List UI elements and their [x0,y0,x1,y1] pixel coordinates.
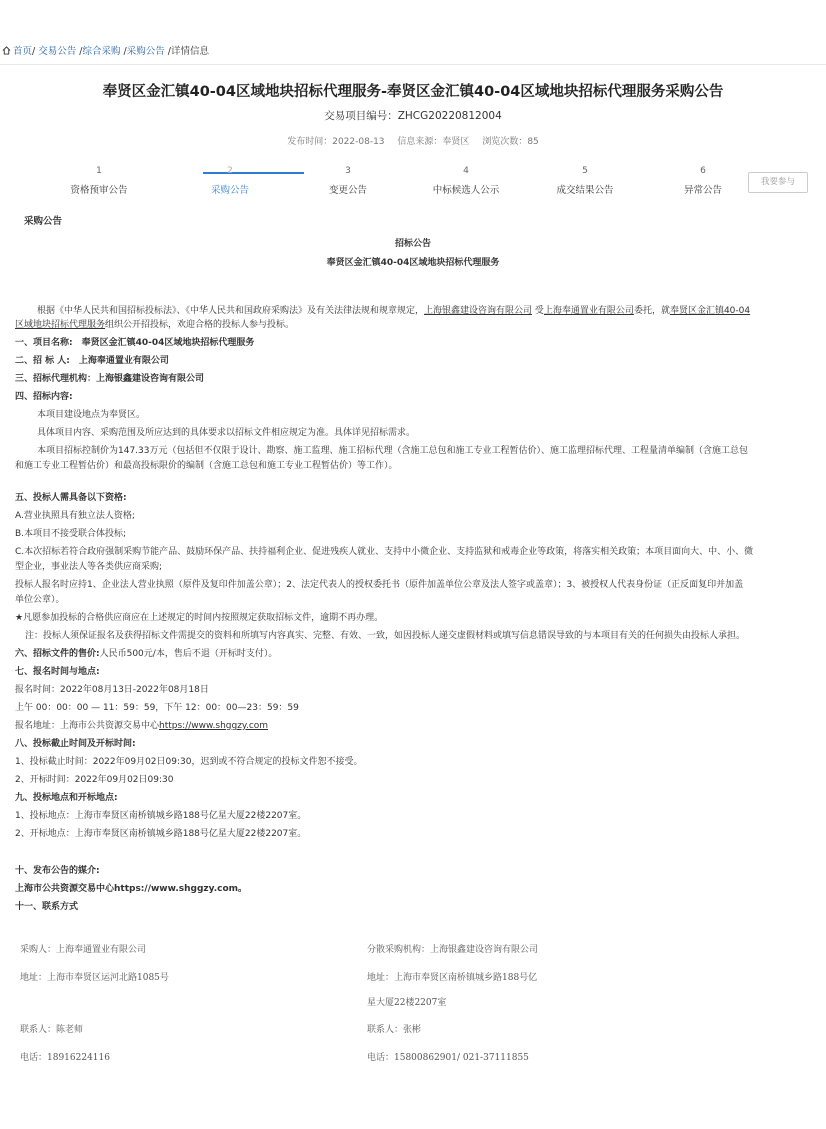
qualification-c: C.本次招标若符合政府强制采购节能产品、鼓励环保产品、扶持福利企业、促进残疾人就业、支持中小微企业、支持监狱和戒毒企业等政策，将落实相关政策；本项目面向大、中、小、微 [15,547,754,557]
registration-hours: 上午 00：00：00 — 11：59：59，下午 12：00：00—23：59：59 [15,703,299,713]
section-7: 七、报名时间与地点: [15,667,100,677]
step-label: 变更公告 [328,185,367,196]
agency-contact: 联系人：张彬 [367,1025,422,1035]
step-nav [40,164,750,204]
registration-link[interactable]: https://www.shggzy.com [159,721,269,731]
bid-opening-time: 2、开标时间：2022年09月02日09:30 [15,775,174,785]
step-number: 3 [345,166,351,176]
intro-text: 根据《中华人民共和国招标投标法》、《中华人民共和国政府采购法》及有关法律法规和规章规定， [37,306,425,316]
qualification-note: ★凡愿参加投标的合格供应商应在上述规定的时间内按照规定获取招标文件，逾期不再办理。 [15,613,384,623]
purchaser-name: 采购人：上海奉通置业有限公司 [20,945,147,955]
bid-deadline: 1、投标截止时间：2022年09月02日09:30，迟到或不符合规定的投标文件恕不接受。 [15,757,363,767]
notice-heading: 招标公告 [394,239,431,249]
registration-address-label: 报名地址：上海市公共资源交易中心 [15,721,160,731]
step-prequalification[interactable] [40,164,158,196]
section-8: 八、投标截止时间及开标时间: [15,739,136,749]
breadcrumb-item-notice[interactable]: 采购公告 [126,46,165,57]
step-candidate-notice[interactable] [407,164,525,196]
intro-agent: 上海银鑫建设咨询有限公司 [424,306,533,316]
step-label: 中标候选人公示 [432,185,500,196]
section-4-item: 本项目建设地点为奉贤区。 [37,410,146,420]
publish-time: 发布时间：2022-08-13 [287,137,385,147]
meta-info [0,134,826,147]
publish-media: 上海市公共资源交易中心https://www.shggzy.com。 [15,884,248,894]
section-11: 十一、联系方式 [15,902,79,912]
step-number: 2 [227,166,233,176]
qualification-b: B.本项目不接受联合体投标; [15,529,127,539]
section-4: 四、招标内容: [15,392,73,402]
breadcrumb-item-procurement[interactable]: 综合采购 [82,46,121,57]
intro-line-2 [15,317,815,334]
breadcrumb-current: 详情信息 [171,46,210,57]
intro-text: 组织公开招投标，欢迎合格的投标人参与投标。 [105,320,295,330]
agency-name: 分散采购机构：上海银鑫建设咨询有限公司 [367,945,539,955]
section-3: 三、招标代理机构：上海银鑫建设咨询有限公司 [15,374,205,384]
step-procurement-notice[interactable] [171,164,289,196]
intro-project: 区域地块招标代理服务 [15,320,106,330]
section-4-item: 具体项目内容、采购范围及所应达到的具体要求以招标文件相应规定为准。具体详见招标需求。 [37,428,416,438]
qualification-docs: 投标人报名时应持1、企业法人营业执照（原件及复印件加盖公章）；2、法定代表人的授权委托书（原件加盖单位公章及法人签字或盖章）；3、被授权人代表身份证（正反面复印并加盖 [15,580,744,590]
qualification-docs: 单位公章）。 [15,595,65,605]
section-10: 十、发布公告的媒介: [15,866,100,876]
bid-location: 1、投标地点：上海市奉贤区南桥镇城乡路188号亿星大厦22楼2207室。 [15,811,307,821]
section-4-item: 本项目招标控制价为147.33万元（包括但不仅限于设计、勘察、施工监理、施工招标代理（含施工总包和施工专业工程暂估价）、施工监理招标代理、工程量清单编制（含施工总包 [37,446,748,456]
home-icon[interactable] [2,46,11,55]
intro-text: 委托，就 [633,306,670,316]
section-5: 五、投标人需具备以下资格: [15,493,127,503]
intro-client: 上海奉通置业有限公司 [543,306,634,316]
divider [0,64,826,65]
qualification-a: A.营业执照具有独立法人资格; [15,511,135,521]
section-6-label: 六、招标文件的售价: [15,649,100,659]
agency-phone: 电话：15800862901/ 021-37111855 [367,1053,529,1063]
intro-text: 受 [534,306,544,316]
purchaser-phone: 电话：18916224116 [20,1053,110,1063]
purchaser-contact: 联系人：陈老师 [20,1025,84,1035]
agency-address: 地址：上海市奉贤区南桥镇城乡路188号亿 [367,973,538,983]
step-number: 1 [96,166,102,176]
section-label: 采购公告 [24,216,63,227]
opening-location: 2、开标地点：上海市奉贤区南桥镇城乡路188号亿星大厦22楼2207室。 [15,829,307,839]
step-result-notice[interactable] [526,164,644,196]
agency-address: 星大厦22楼2207室 [367,998,447,1008]
step-number: 4 [463,166,469,176]
join-button[interactable]: 我要参与 [748,172,808,193]
breadcrumb-item-transaction[interactable]: 交易公告 [38,46,77,57]
step-number: 6 [700,166,706,176]
intro-project: 奉贤区金汇镇40-04 [669,306,751,316]
step-label: 资格预审公告 [70,185,128,196]
page-title: 奉贤区金汇镇40-04区域地块招标代理服务-奉贤区金汇镇40-04区域地块招标代理服务采购公告 [102,84,724,100]
section-9: 九、投标地点和开标地点: [15,793,118,803]
section-4-item: 和施工专业工程暂估价）和最高投标限价的编制（含施工总包和施工专业工程暂估价）等工作）。 [15,461,398,471]
section-1: 一、项目名称: 奉贤区金汇镇40-04区域地块招标代理服务 [15,338,255,348]
qualification-c: 型企业，事业法人等各类供应商采购; [15,562,163,572]
step-exception-notice[interactable] [644,164,762,196]
section-6-value: 人民币500元/本，售后不退（开标时支付）。 [99,649,278,659]
view-count: 浏览次数：85 [482,137,539,147]
purchaser-address: 地址：上海市奉贤区运河北路1085号 [20,973,169,983]
registration-time: 报名时间：2022年08月13日-2022年08月18日 [15,685,209,695]
step-label: 采购公告 [210,185,249,196]
section-2: 二、招 标 人: 上海奉通置业有限公司 [15,356,169,366]
breadcrumb-home[interactable]: 首页 [13,46,33,57]
qualification-disclaimer: 注：投标人须保证报名及获得招标文件需提交的资料和所填写内容真实、完整、有效、一致，如因投标人递交虚假材料或填写信息错误导致的与本项目有关的任何损失由投标人承担。 [25,631,746,641]
section-6 [15,646,815,663]
breadcrumb: 首页/ 交易公告 /综合采购 /采购公告 /详情信息 [2,43,209,57]
step-label: 成交结果公告 [556,185,614,196]
step-label: 异常公告 [683,185,722,196]
registration-address [15,718,815,735]
info-source: 信息来源：奉贤区 [397,137,470,147]
step-number: 5 [582,166,588,176]
step-change-notice[interactable] [289,164,407,196]
project-number: 交易项目编号：ZHCG20220812004 [324,110,502,122]
notice-subheading: 奉贤区金汇镇40-04区域地块招标代理服务 [326,258,500,268]
